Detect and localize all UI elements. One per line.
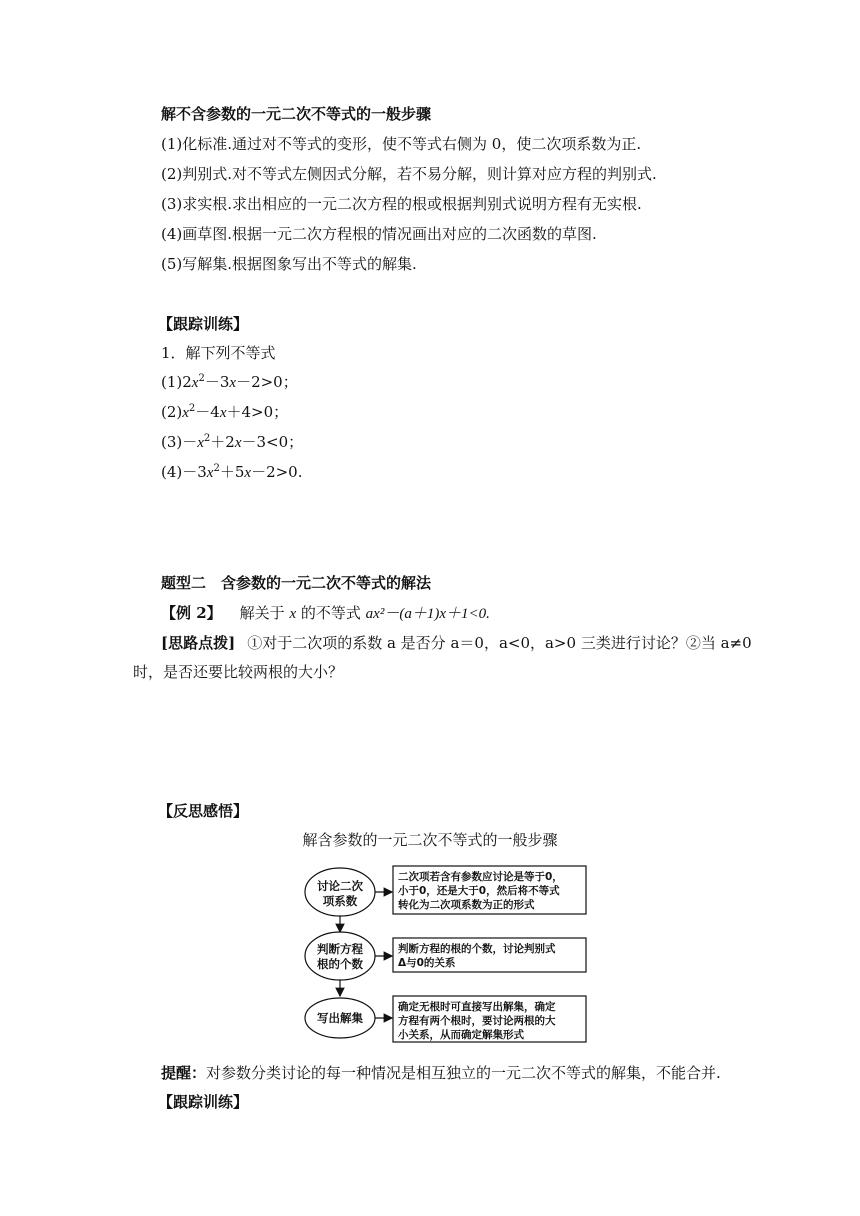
exponent: 2 [188, 403, 196, 414]
flow-box-2-line-2: Δ与0的关系 [398, 957, 456, 969]
practice2-heading: 【跟踪训练】 [158, 1093, 249, 1111]
flowchart [300, 860, 600, 1050]
flow-oval-1-line-2: 项系数 [322, 894, 358, 908]
flow-box-3-line-3: 小关系，从而确定解集形式 [398, 1029, 524, 1041]
flow-box-3-line-2: 方程有两个根时，要讨论两根的大 [398, 1015, 556, 1027]
expr-part: (2) [161, 403, 183, 421]
expr-part: －4 [195, 403, 220, 421]
step-item: (3)求实根.求出相应的一元二次方程的根或根据判别式说明方程有无实根. [161, 195, 642, 213]
example-text: 解关于 [239, 604, 290, 622]
expr-part: －3<0； [241, 433, 304, 451]
flow-box-1-line-3: 转化为二次项系数为正的形式 [398, 899, 535, 911]
hint-label: [思路点拨] [161, 634, 236, 652]
flow-oval-2 [305, 932, 375, 980]
section-heading: 解不含参数的一元二次不等式的一般步骤 [161, 105, 432, 123]
variable: x [229, 375, 237, 391]
reminder-line [161, 1063, 721, 1083]
expr-part: ＋5 [219, 463, 245, 481]
variable: x [289, 606, 297, 622]
step-item: (1)化标准.通过对不等式的变形，使不等式右侧为 0，使二次项系数为正. [161, 135, 642, 153]
practice-heading: 【跟踪训练】 [158, 315, 249, 333]
hint-text: ①对于二次项的系数 a 是否分 a＝0，a<0，a>0 三类进行讨论？②当 a≠0 [247, 634, 752, 652]
example-expression: ax²－(a＋1)x＋1<0. [365, 606, 490, 622]
step-item: (4)画草图.根据一元二次方程根的情况画出对应的二次函数的草图. [161, 225, 597, 243]
reminder-text: 对参数分类讨论的每一种情况是相互独立的一元二次不等式的解集，不能合并. [206, 1064, 721, 1082]
example-text: 的不等式 [296, 604, 366, 622]
inequality-item [161, 462, 303, 483]
variable: x [197, 435, 204, 451]
flow-box-2-line-1: 判断方程的根的个数，讨论判别式 [398, 943, 556, 955]
reflection-heading: 【反思感悟】 [158, 802, 249, 820]
step-item: (5)写解集.根据图象写出不等式的解集. [161, 255, 417, 273]
variable: x [191, 375, 199, 391]
flow-oval-2-line-1: 判断方程 [317, 942, 363, 956]
expr-part: ＋4>0； [226, 403, 289, 421]
exponent: 2 [198, 373, 205, 384]
practice-question: 1．解下列不等式 [161, 344, 276, 362]
variable: x [206, 465, 214, 481]
section-title: 题型二 含参数的一元二次不等式的解法 [161, 574, 432, 592]
expr-part: (4)－3 [161, 463, 207, 481]
flowchart-caption: 解含参数的一元二次不等式的一般步骤 [302, 831, 558, 849]
variable: x [182, 405, 189, 421]
expr-part: －2>0. [251, 463, 303, 481]
variable: x [219, 405, 227, 421]
expr-part: ＋2 [210, 433, 235, 451]
flow-box-1-line-1: 二次项若含有参数应讨论是等于0， [398, 871, 563, 883]
expr-part: －2>0； [236, 373, 298, 391]
variable: x [244, 465, 252, 481]
flow-oval-1-line-1: 讨论二次 [317, 879, 363, 893]
flow-box-1-line-2: 小于0，还是大于0，然后将不等式 [398, 885, 560, 897]
expr-part: (3)－ [161, 433, 198, 451]
expr-part: －3 [204, 373, 230, 391]
expr-part: (1)2 [161, 373, 192, 391]
exponent: 2 [213, 463, 220, 474]
hint-line [161, 633, 752, 653]
reminder-label: 提醒： [161, 1064, 207, 1082]
hint-line-cont: 时，是否还要比较两根的大小？ [133, 663, 344, 681]
variable: x [234, 435, 242, 451]
inequality-item [161, 432, 303, 453]
flow-oval-3-line-1: 写出解集 [317, 1011, 363, 1025]
exponent: 2 [203, 433, 211, 444]
example-label: 【例 2】 [161, 604, 222, 622]
flow-box-3-line-1: 确定无根时可直接写出解集，确定 [398, 1001, 556, 1013]
example-line [161, 603, 490, 624]
flow-oval-2-line-2: 根的个数 [317, 957, 363, 971]
inequality-item [161, 402, 288, 423]
step-item: (2)判别式.对不等式左侧因式分解，若不易分解，则计算对应方程的判别式. [161, 165, 657, 183]
inequality-item [161, 372, 298, 393]
